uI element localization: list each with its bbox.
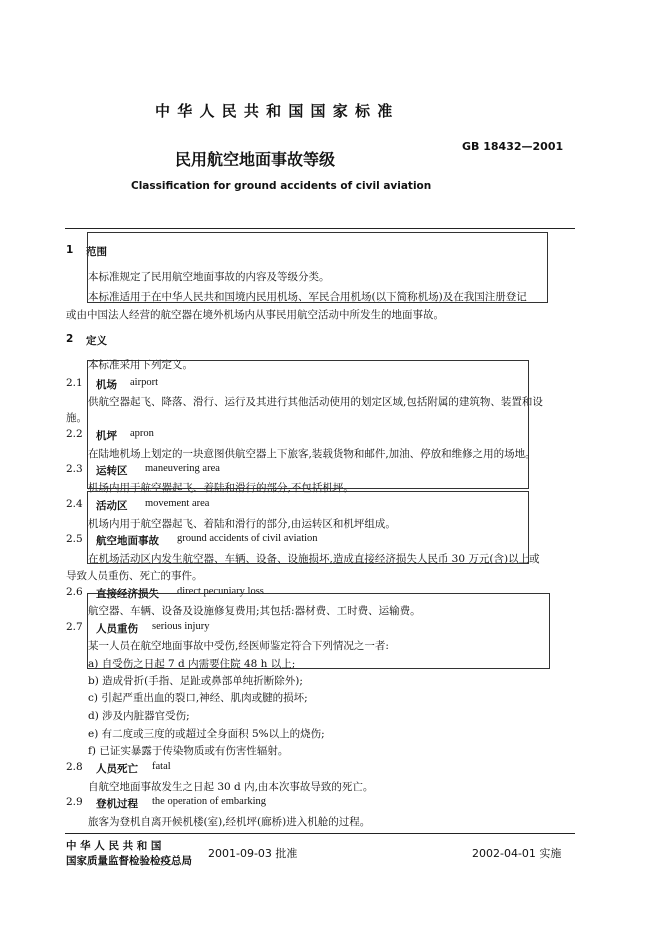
def-2-4-number: 2.4	[66, 498, 83, 510]
def-2-4-text-1: 机场内用于航空器起飞、着陆和滑行的部分,由运转区和机坪组成。	[88, 518, 396, 530]
list-item: e) 有二度或三度的或超过全身面积 5%以上的烧伤;	[88, 728, 325, 740]
def-2-7-term: 人员重伤	[96, 623, 138, 635]
section-2-intro: 本标准采用下列定义。	[88, 359, 193, 371]
document-title: 民用航空地面事故等级	[175, 150, 336, 169]
def-2-9-number: 2.9	[66, 796, 83, 808]
def-2-7-text-1: 某一人员在航空地面事故中受伤,经医师鉴定符合下列情况之一者:	[88, 640, 389, 652]
footer-rule	[65, 833, 575, 834]
def-2-6-english: direct pecuniary loss	[177, 586, 264, 597]
def-2-2-text-1: 在陆地机场上划定的一块意图供航空器上下旅客,装载货物和邮件,加油、停放和维修之用的场地。	[88, 448, 536, 460]
def-2-9-english: the operation of embarking	[152, 796, 267, 807]
national-standard-banner: 中 华 人 民 共 和 国 国 家 标 准	[155, 102, 394, 120]
def-2-5-text-1: 在机场活动区内发生航空器、车辆、设备、设施损坏,造成直接经济损失人民币 30 万元(含)以上或	[88, 553, 540, 565]
def-2-7-number: 2.7	[66, 621, 83, 633]
standard-code: GB 18432—2001	[462, 140, 564, 153]
def-2-8-term: 人员死亡	[96, 763, 138, 775]
effective-date: 2002-04-01 实施	[472, 847, 562, 860]
section-2-heading: 定义	[86, 335, 107, 347]
def-2-1-number: 2.1	[66, 377, 83, 389]
def-2-2-number: 2.2	[66, 428, 83, 440]
def-2-8-number: 2.8	[66, 761, 83, 773]
def-2-9-term: 登机过程	[96, 798, 138, 810]
section-1-heading: 范围	[86, 246, 107, 258]
header-rule	[65, 228, 575, 229]
document-title-english: Classification for ground accidents of civil aviation	[131, 180, 432, 192]
def-2-8-text-1: 自航空地面事故发生之日起 30 d 内,由本次事故导致的死亡。	[88, 781, 374, 793]
def-2-5-english: ground accidents of civil aviation	[177, 533, 318, 544]
def-2-1-english: airport	[130, 377, 158, 388]
def-2-9-text-1: 旅客为登机自离开候机楼(室),经机坪(廊桥)进入机舱的过程。	[88, 816, 371, 828]
def-2-3-english: maneuvering area	[145, 463, 220, 474]
def-2-7-english: serious injury	[152, 621, 210, 632]
section-1-number: 1	[66, 244, 74, 256]
def-2-8-english: fatal	[152, 761, 171, 772]
section-1-para-2b: 或由中国法人经营的航空器在境外机场内从事民用航空活动中所发生的地面事故。	[66, 309, 444, 321]
def-2-4-term: 活动区	[96, 500, 128, 512]
def-2-3-term: 运转区	[96, 465, 128, 477]
def-2-2-english: apron	[130, 428, 154, 439]
list-item: f) 已证实暴露于传染物质或有伤害性辐射。	[88, 745, 289, 757]
list-item: a) 自受伤之日起 7 d 内需要住院 48 h 以上;	[88, 658, 296, 670]
def-2-2-term: 机坪	[96, 430, 117, 442]
issuer-line-2: 国家质量监督检验检疫总局	[66, 855, 192, 867]
section-1-para-2a: 本标准适用于在中华人民共和国境内民用机场、军民合用机场(以下简称机场)及在我国注册登记	[88, 291, 527, 303]
section-2-number: 2	[66, 333, 74, 345]
section-1-para-1: 本标准规定了民用航空地面事故的内容及等级分类。	[88, 271, 330, 283]
def-2-6-number: 2.6	[66, 586, 83, 598]
def-2-3-number: 2.3	[66, 463, 83, 475]
def-2-4-english: movement area	[145, 498, 210, 509]
def-2-6-text-1: 航空器、车辆、设备及设施修复费用;其包括:器材费、工时费、运输费。	[88, 605, 421, 617]
def-2-5-text-2: 导致人员重伤、死亡的事件。	[66, 570, 203, 582]
def-2-1-term: 机场	[96, 379, 117, 391]
list-item: b) 造成骨折(手指、足趾或鼻部单纯折断除外);	[88, 675, 303, 687]
def-2-6-term: 直接经济损失	[96, 588, 159, 600]
def-2-1-text-2: 施。	[66, 412, 87, 424]
approval-date: 2001-09-03 批准	[208, 847, 298, 860]
def-2-1-text-1: 供航空器起飞、降落、滑行、运行及其进行其他活动使用的划定区域,包括附属的建筑物、装置和设	[88, 396, 543, 408]
def-2-5-term: 航空地面事故	[96, 535, 159, 547]
list-item: c) 引起严重出血的裂口,神经、肌肉或腱的损坏;	[88, 692, 308, 704]
def-2-3-text-1: 机场内用于航空器起飞、着陆和滑行的部分,不包括机坪。	[88, 482, 354, 494]
def-2-5-number: 2.5	[66, 533, 83, 545]
issuer-line-1: 中 华 人 民 共 和 国	[66, 840, 162, 852]
list-item: d) 涉及内脏器官受伤;	[88, 710, 190, 722]
